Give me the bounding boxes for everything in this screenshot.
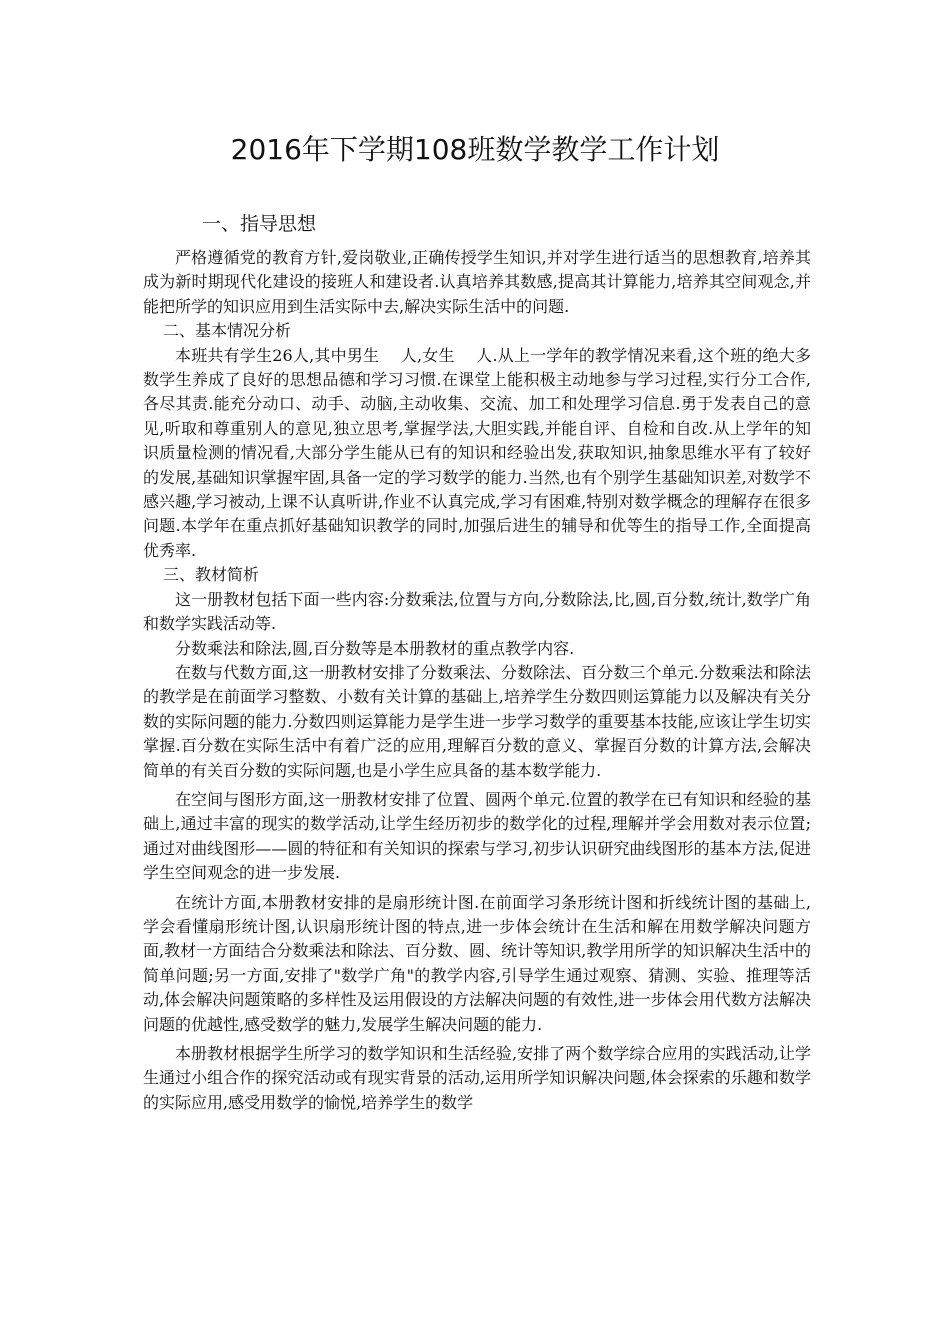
section-heading-guiding-ideology: 一、指导思想: [202, 213, 317, 235]
paragraph-key-content: 分数乘法和除法,圆,百分数等是本册教材的重点教学内容.: [175, 638, 575, 658]
paragraph-guiding-ideology: 严格遵循党的教育方针,爱岗敬业,正确传授学生知识,并对学生进行适当的思想教育,培养其成为新时期现代化建设的接班人和建设者.认真培养其数感,提高其计算能力,培养其空间观念,并能把所学的知识应用到生活实际中去,解决实际生活中的问题.: [143, 248, 811, 316]
paragraph-textbook-contents: 这一册教材包括下面一些内容:分数乘法,位置与方向,分数除法,比,圆,百分数,统计,数学广角和数学实践活动等.: [143, 589, 811, 634]
document-title: 2016年下学期108班数学教学工作计划: [230, 133, 720, 166]
document-body: [143, 246, 811, 1115]
paragraph-statistics: 在统计方面,本册教材安排的是扇形统计图.在前面学习条形统计图和折线统计图的基础上,学会看懂扇形统计图,认识扇形统计图的特点,进一步体会统计在生活和解在用数学解决问题方面,教材一方面结合分数乘法和除法、百分数、圆、统计等知识,教学用所学的知识解决生活中的简单问题;另一方面,安排了"数学广角"的教学内容,引导学生通过观察、猜测、实验、推理等活动,体会解决问题策略的多样性及运用假设的方法解决问题的有效性,进一步体会用代数方法解决问题的优越性,感受数学的魅力,发展学生解决问题的能力.: [143, 892, 811, 1034]
paragraph-number-algebra: 在数与代数方面,这一册教材安排了分数乘法、分数除法、百分数三个单元.分数乘法和除法的教学是在前面学习整数、小数有关计算的基础上,培养学生分数四则运算能力以及解决有关分数的实际问题的能力.分数四则运算能力是学生进一步学习数学的重要基本技能,应该让学生切实掌握.百分数在实际生活中有着广泛的应用,理解百分数的意义、掌握百分数的计算方法,会解决简单的有关百分数的实际问题,也是小学生应具备的基本数学能力.: [143, 662, 811, 780]
paragraph-space-shapes: 在空间与图形方面,这一册教材安排了位置、圆两个单元.位置的教学在已有知识和经验的基础上,通过丰富的现实的数学活动,让学生经历初步的数学化的过程,理解并学会用数对表示位置;通过对曲线图形——圆的特征和有关知识的探索与学习,初步认识研究曲线图形的基本方法,促进学生空间观念的进一步发展.: [143, 789, 811, 883]
paragraph-class-analysis: 本班共有学生26人,其中男生 人,女生 人.从上一学年的教学情况来看,这个班的绝大多数学生养成了良好的思想品德和学习习惯.在课堂上能积极主动地参与学习过程,实行分工合作,各尽其责.能充分动口、动手、动脑,主动收集、交流、加工和处理学习信息.勇于发表自己的意见,听取和尊重别人的意见,独立思考,掌握学法,大胆实践,并能自评、自检和自改.从上学年的知识质量检测的情况看,大部分学生能从已有的知识和经验出发,获取知识,抽象思维水平有了较好的发展,基础知识掌握牢固,具备一定的学习数学的能力.当然,也有个别学生基础知识差,对数学不感兴趣,学习被动,上课不认真听讲,作业不认真完成,学习有困难,特别对数学概念的理解存在很多问题.本学年在重点抓好基础知识教学的同时,加强后进生的辅导和优等生的指导工作,全面提高优秀率.: [143, 345, 811, 560]
section-heading-textbook-analysis: 三、教材简析: [163, 565, 260, 585]
section-heading-basic-situation: 二、基本情况分析: [163, 321, 292, 341]
paragraph-practice-activities: 本册教材根据学生所学习的数学知识和生活经验,安排了两个数学综合应用的实践活动,让学生通过小组合作的探究活动或有现实背景的活动,运用所学知识解决问题,体会探索的乐趣和数学的实际应用,感受用数学的愉悦,培养学生的数学: [143, 1044, 811, 1112]
